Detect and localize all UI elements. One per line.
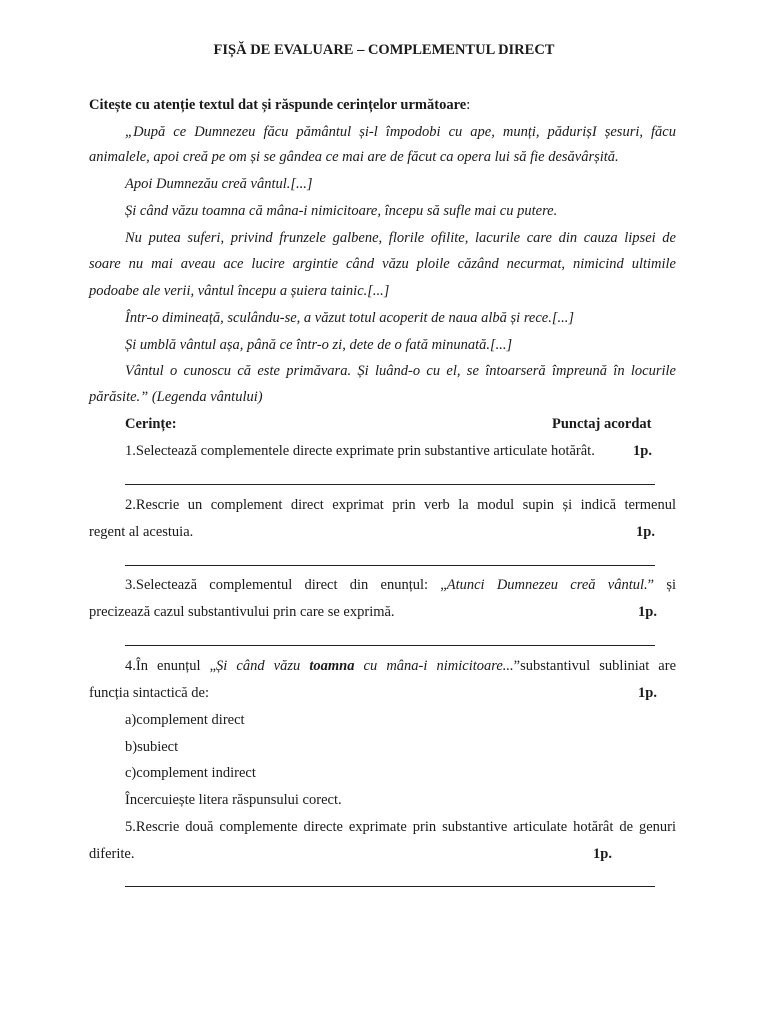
question-1: 1.Selectează complementele directe exprimate prin substantive articulate hotărât. bbox=[125, 443, 595, 459]
question-4-line-2: funcția sintactică de: bbox=[89, 685, 209, 701]
question-4-quote-start: Și când văzu bbox=[216, 658, 310, 674]
question-2-line-1: 2.Rescrie un complement direct exprimat prin verb la modul supin și indică termenul bbox=[125, 497, 676, 513]
question-3-quote: Atunci Dumnezeu creă vântul. bbox=[446, 577, 648, 593]
answer-line-2[interactable] bbox=[125, 565, 655, 566]
question-4-note: Încercuiește litera răspunsului corect. bbox=[125, 792, 342, 808]
question-4-lead: 4.În enunțul „ bbox=[125, 658, 217, 674]
question-4-underlined-word: toamna bbox=[309, 658, 355, 674]
text-line-1: „După ce Dumnezeu făcu pământul și-l împodobi cu ape, munți, pădurișI șesuri, făcu bbox=[125, 124, 676, 140]
text-line-8: Într-o dimineață, sculându-se, a văzut totul acoperit de naua albă și rece.[...] bbox=[125, 310, 575, 326]
question-5-line-2: diferite. bbox=[89, 846, 135, 862]
question-3-line-2: precizează cazul substantivului prin care se exprimă. bbox=[89, 604, 395, 620]
text-line-4: Și când văzu toamna că mâna-i nimicitoare, începu să sufle mai cu putere. bbox=[125, 203, 558, 219]
text-line-6: soare nu mai aveau ace lucire argintie când văzu ploile căzând necurmat, nimicind ultimile bbox=[89, 256, 676, 272]
question-2-points: 1p. bbox=[636, 524, 655, 540]
option-c[interactable]: c)complement indirect bbox=[125, 765, 256, 781]
question-5-points: 1p. bbox=[593, 846, 612, 862]
answer-line-3[interactable] bbox=[125, 645, 655, 646]
question-4-line-1 bbox=[125, 656, 676, 676]
text-line-2: animalele, apoi creă pe om și se gândea ce mai are de făcut ca opera lui să fie desăvârșită. bbox=[89, 149, 619, 165]
question-4-points: 1p. bbox=[638, 685, 657, 701]
score-header: Punctaj acordat bbox=[552, 416, 652, 432]
instruction bbox=[89, 95, 676, 115]
question-1-points: 1p. bbox=[633, 443, 652, 459]
answer-line-5[interactable] bbox=[125, 886, 655, 887]
instruction-colon: : bbox=[466, 97, 471, 113]
option-a[interactable]: a)complement direct bbox=[125, 712, 245, 728]
question-3-line-1 bbox=[125, 575, 676, 595]
answer-line-1[interactable] bbox=[125, 484, 655, 485]
question-5-line-1: 5.Rescrie două complemente directe exprimate prin substantive articulate hotărât de genuri bbox=[125, 819, 676, 835]
requirements-header: Cerințe: bbox=[125, 416, 177, 432]
text-line-10: Vântul o cunoscu că este primăvara. Și luând-o cu el, se întoarseră împreună în locurile bbox=[125, 363, 676, 379]
question-4-tail: ”substantivul subliniat are bbox=[513, 658, 676, 674]
page-title: FIȘĂ DE EVALUARE – COMPLEMENTUL DIRECT bbox=[213, 42, 555, 58]
text-line-3: Apoi Dumnezău creă vântul.[...] bbox=[125, 176, 313, 192]
option-b[interactable]: b)subiect bbox=[125, 739, 179, 755]
text-line-5: Nu putea suferi, privind frunzele galbene, florile ofilite, lacurile care din cauza lipsei de bbox=[125, 230, 676, 246]
text-line-7: podoabe ale verii, vântul începu a șuiera tainic.[...] bbox=[89, 283, 390, 299]
question-3-points: 1p. bbox=[638, 604, 657, 620]
question-2-line-2: regent al acestuia. bbox=[89, 524, 194, 540]
question-4-quote-end: cu mâna-i nimicitoare... bbox=[354, 658, 514, 674]
question-3-tail: ” și bbox=[647, 577, 676, 593]
text-line-9: Și umblă vântul așa, până ce într-o zi, dete de o fată minunată.[...] bbox=[125, 337, 513, 353]
instruction-text: Citește cu atenție textul dat și răspunde cerințelor următoare bbox=[89, 97, 467, 113]
text-line-11: părăsite.” (Legenda vântului) bbox=[89, 389, 263, 405]
question-3-lead: 3.Selectează complementul direct din enunțul: „ bbox=[125, 577, 447, 593]
